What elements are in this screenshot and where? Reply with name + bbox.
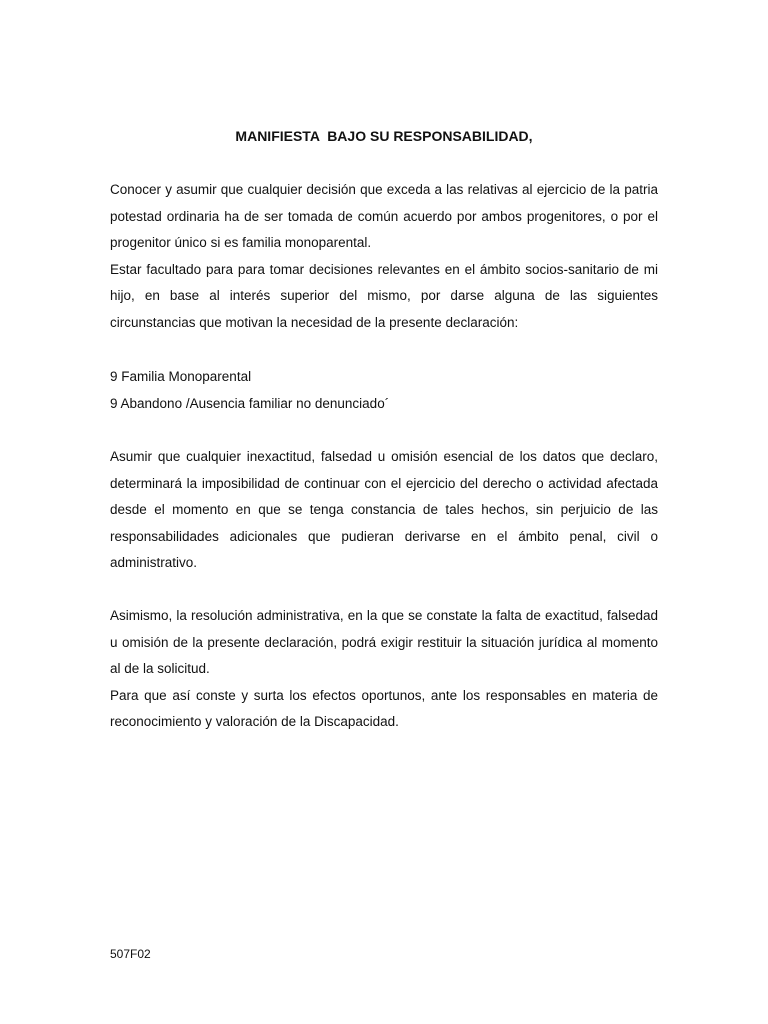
list-item: 9 Familia Monoparental	[110, 369, 252, 384]
paragraph-conocer: Conocer y asumir que cualquier decisión que exceda a las relativas al ejercicio de la patria potestad ordinaria ha de ser tomada de común acuerdo por ambos progenitores, o por el progenitor único si es familia monoparental.	[110, 182, 658, 251]
closing-section	[110, 603, 658, 736]
paragraph-asumir: Asumir que cualquier inexactitud, falsedad u omisión esencial de los datos que declaro, determinará la imposibilidad de continuar con el ejercicio del derecho o actividad afectada desde el momento en que se tenga constancia de tales hechos, sin perjuicio de las responsabilidades adicionales que pudieran derivarse en el ámbito penal, civil o administrativo.	[110, 449, 658, 571]
paragraph-conste: Para que así conste y surta los efectos oportunos, ante los responsables en materia de reconocimiento y valoración de la Discapacidad.	[110, 687, 658, 730]
paragraph-facultado: Estar facultado para para tomar decisiones relevantes en el ámbito socios-sanitario de mi hijo, en base al interés superior del mismo, por darse alguna de las siguientes circunstancias que motivan la necesidad de la presente declaración:	[110, 261, 658, 330]
list-item: 9 Abandono /Ausencia familiar no denunciado´	[110, 395, 390, 411]
document-title: MANIFIESTA BAJO SU RESPONSABILIDAD,	[235, 128, 533, 144]
paragraph-asimismo: Asimismo, la resolución administrativa, en la que se constate la falta de exactitud, falsedad u omisión de la presente declaración, podrá exigir restituir la situación jurídica al momento al de la solicitud.	[110, 608, 658, 677]
circumstances-list	[110, 364, 389, 417]
footer-code: 507F02	[110, 947, 151, 961]
intro-section	[110, 177, 658, 337]
assume-section	[110, 444, 658, 577]
